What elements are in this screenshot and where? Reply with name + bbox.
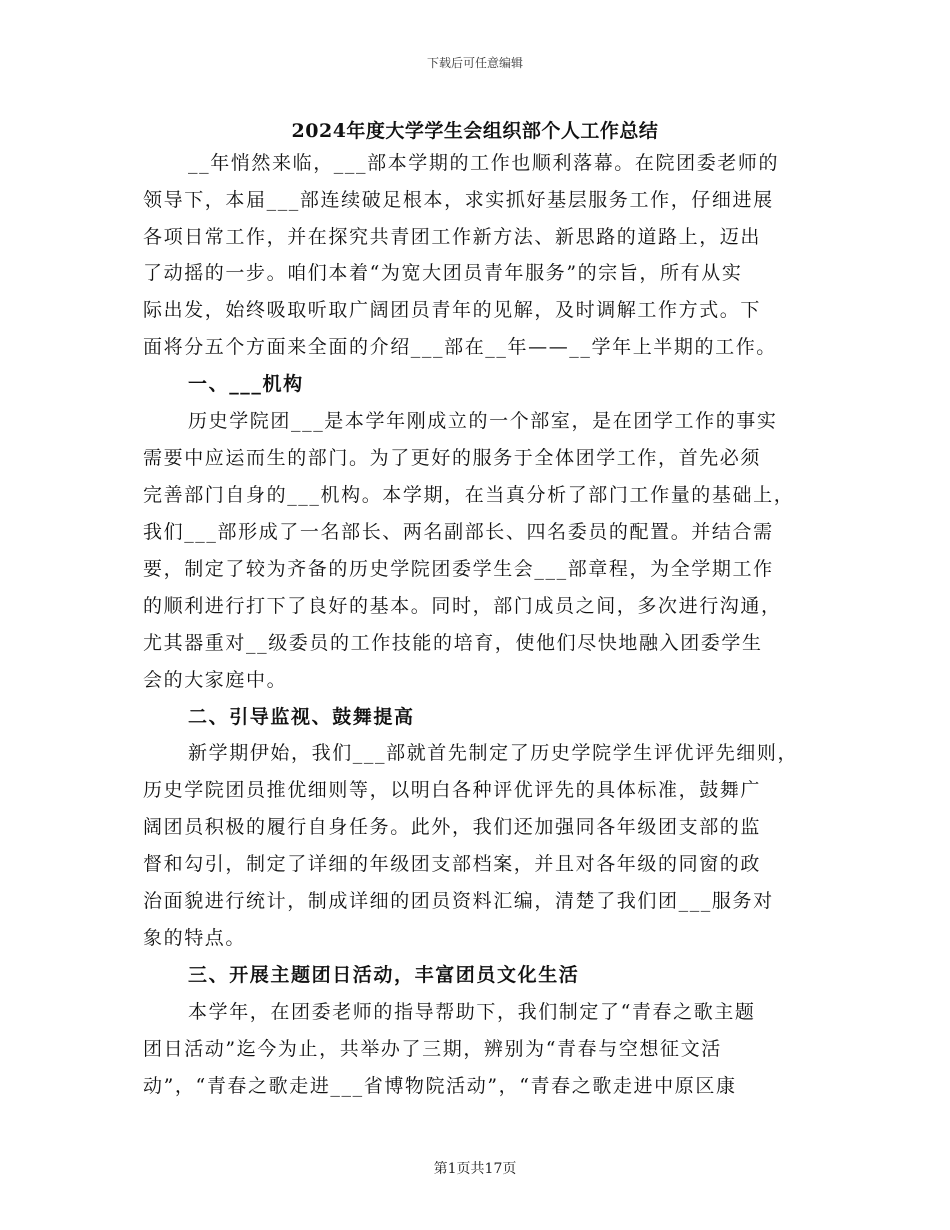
paragraph-line: 会的大家庭中。	[143, 669, 288, 691]
paragraph-line: 了动摇的一步。咱们本着“为宽大团员青年服务”的宗旨，所有从实	[143, 262, 743, 284]
page-header: 下载后可任意编辑	[426, 56, 523, 70]
paragraph-line: 完善部门自身的___机构。本学期，在当真分析了部门工作量的基础上，	[143, 484, 795, 506]
paragraph-line: 需要中应运而生的部门。为了更好的服务于全体团学工作，首先必须	[143, 447, 762, 469]
paragraph-line: 督和勾引，制定了详细的年级团支部档案，并且对各年级的同窗的政	[143, 853, 762, 875]
page-number: 第1页共17页	[433, 1161, 517, 1177]
paragraph-line: 治面貌进行统计，制成详细的团员资料汇编，清楚了我们团___服务对	[143, 890, 774, 912]
section-heading: 二、引导监视、鼓舞提高	[188, 706, 415, 728]
paragraph-line: 动”，“青春之歌走进___省博物院活动”，“青春之歌走进中原区康	[143, 1075, 737, 1097]
paragraph-line: 领导下，本届___部连续破足根本，求实抓好基层服务工作，仔细进展	[143, 189, 774, 211]
paragraph-line: 团日活动”迄今为止，共举办了三期，辨别为“青春与空想征文活	[143, 1038, 722, 1060]
paragraph-line: 我们___部形成了一名部长、两名副部长、四名委员的配置。并结合需	[143, 521, 774, 543]
paragraph-line: 的顺利进行打下了良好的基本。同时，部门成员之间，多次进行沟通，	[143, 595, 782, 617]
section-heading: 三、开展主题团日活动，丰富团员文化生活	[188, 964, 580, 986]
paragraph-line: 新学期伊始，我们___部就首先制定了历史学院学生评优评先细则，	[188, 742, 799, 764]
paragraph-line: 尤其器重对__级委员的工作技能的培育，使他们尽快地融入团委学生	[143, 632, 763, 654]
section-heading: 一、___机构	[188, 373, 304, 395]
paragraph-line: 各项日常工作，并在探究共青团工作新方法、新思路的道路上，迈出	[143, 226, 762, 248]
paragraph-line: 面将分五个方面来全面的介绍___部在__年——__学年上半期的工作。	[143, 336, 777, 358]
paragraph-line: 要，制定了较为齐备的历史学院团委学生会___部章程，为全学期工作	[143, 558, 774, 580]
paragraph-line: 本学年，在团委老师的指导帮助下，我们制定了“青春之歌主题	[188, 1001, 756, 1023]
paragraph-line: 际出发，始终吸取听取广阔团员青年的见解，及时调解工作方式。下	[143, 299, 762, 321]
paragraph-line: __年悄然来临，___部本学期的工作也顺利落幕。在院团委老师的	[188, 152, 780, 174]
paragraph-line: 象的特点。	[143, 927, 247, 949]
document-title: 2024年度大学学生会组织部个人工作总结	[291, 120, 659, 142]
paragraph-line: 阔团员积极的履行自身任务。此外，我们还加强同各年级团支部的监	[143, 816, 762, 838]
paragraph-line: 历史学院团员推优细则等，以明白各种评优评先的具体标准，鼓舞广	[143, 779, 762, 801]
paragraph-line: 历史学院团___是本学年刚成立的一个部室，是在团学工作的事实	[188, 410, 778, 432]
